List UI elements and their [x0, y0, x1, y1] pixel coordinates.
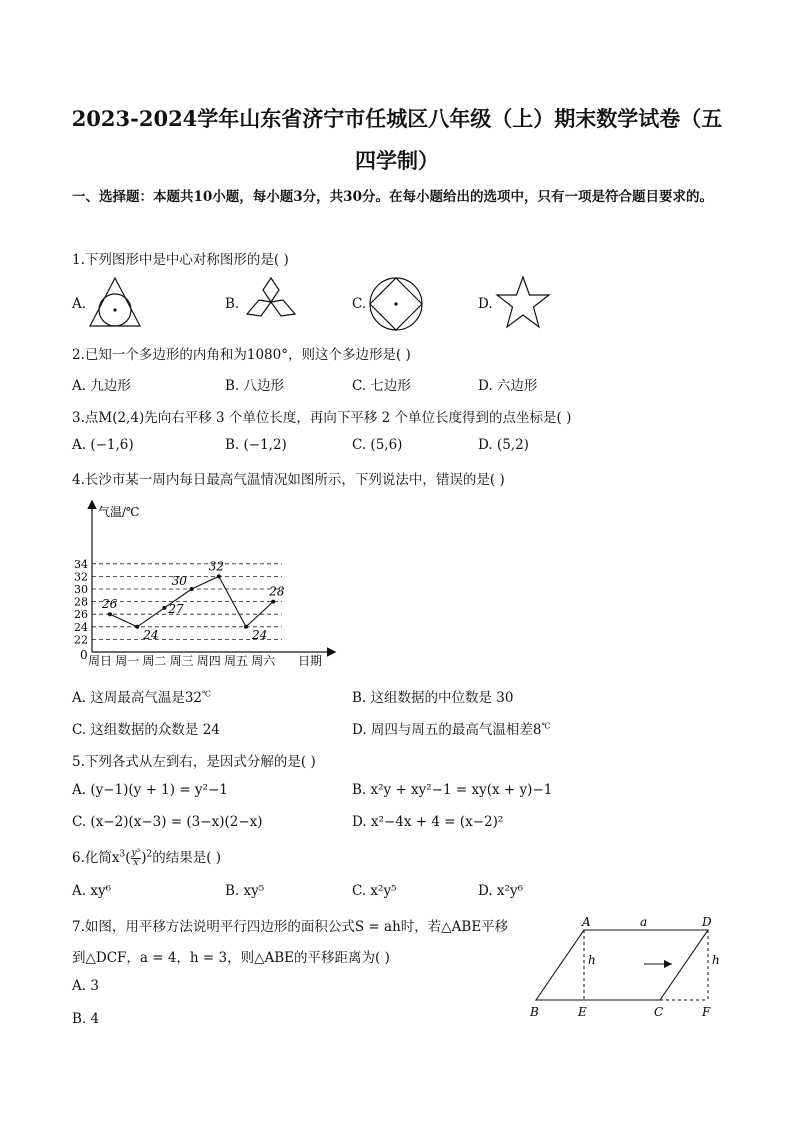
q4-option-d: D. 周四与周五的最高气温相差8℃ — [352, 721, 551, 738]
q3-option-d: D. (5,2) — [478, 437, 529, 453]
q7-line2: 到△DCF，a = 4，h = 3，则△ABE的平移距离为( ) — [72, 950, 390, 966]
data-label: 30 — [171, 574, 187, 588]
x-tick-labels — [88, 654, 276, 668]
label-C: C — [654, 1005, 664, 1019]
y-tick-label: 28 — [74, 595, 88, 609]
label-F: F — [702, 1005, 711, 1019]
label-h-left: h — [588, 953, 596, 967]
square-in-circle-icon — [368, 276, 424, 332]
q2-option-a: A. 九边形 — [72, 378, 131, 394]
five-point-star-icon — [494, 274, 552, 332]
triangle-in-circle-icon — [88, 276, 142, 330]
data-point — [162, 606, 166, 610]
celsius-unit: ℃ — [541, 721, 551, 731]
q5-stem: 5.下列各式从左到右，是因式分解的是( ) — [72, 754, 316, 770]
q5-option-d: D. x²−4x + 4 = (x−2)² — [352, 814, 504, 830]
data-point — [108, 612, 112, 616]
exam-title-line1: 2023-2024学年山东省济宁市任城区八年级（上）期末数学试卷（五 — [71, 106, 723, 131]
q1-label-b: B. — [225, 296, 240, 312]
q6-stem: 6.化简$x^3$( $\frac{\text{y³}}{x}$ )$^2$的结果是( ) — [72, 848, 222, 868]
three-rhombus-icon — [243, 276, 299, 330]
label-B: B — [530, 1005, 539, 1019]
q2-option-c: C. 七边形 — [352, 378, 411, 394]
y-axis-label: 气温/℃ — [98, 505, 140, 519]
label-A: A — [582, 915, 591, 929]
parallelogram-figure — [526, 912, 732, 1024]
q4-stem: 4.长沙市某一周内每日最高气温情况如图所示，下列说法中，错误的是( ) — [72, 472, 505, 488]
q1-label-c: C. — [352, 296, 367, 312]
q7-option-b: B. 4 — [72, 1011, 100, 1027]
data-labels — [101, 559, 285, 641]
x-tick-label: 周一 — [115, 654, 140, 668]
data-label: 24 — [143, 627, 159, 642]
q5-option-b: B. x²y + xy²−1 = xy(x + y)−1 — [352, 782, 553, 798]
y-tick-label: 34 — [74, 557, 88, 571]
celsius-unit: ℃ — [202, 689, 211, 699]
x-tick-label: 周四 — [196, 654, 221, 668]
label-h-right: h — [712, 953, 720, 967]
y-tick-label: 26 — [74, 608, 88, 622]
x-tick-label: 周六 — [251, 654, 276, 668]
q4-option-c: C. 这组数据的众数是 24 — [72, 722, 220, 738]
y-tick-labels — [74, 558, 88, 647]
q3-option-c: C. (5,6) — [352, 437, 403, 453]
q6-option-d: D. x²y⁶ — [478, 883, 523, 899]
q3-option-b: B. (−1,2) — [225, 437, 287, 453]
data-label: 24 — [252, 627, 268, 642]
data-point — [135, 625, 139, 629]
y-tick-label: 22 — [74, 633, 88, 647]
x-tick-label: 周日 — [87, 654, 113, 668]
q1-label-a: A. — [72, 296, 87, 312]
q6-option-a: A. xy⁶ — [72, 883, 111, 899]
q5-option-c: C. (x−2)(x−3) = (3−x)(2−x) — [72, 814, 263, 830]
q2-option-d: D. 六边形 — [478, 378, 538, 394]
q1-stem: 1.下列图形中是中心对称图形的是( ) — [72, 252, 289, 268]
q4-option-a: A. 这周最高气温是32℃ — [72, 689, 211, 706]
label-a: a — [640, 915, 648, 929]
exam-title-line2: 四学制） — [355, 148, 439, 173]
temperature-line-chart — [72, 496, 342, 671]
data-point — [190, 587, 194, 591]
q2-stem: 2.已知一个多边形的内角和为1080°，则这个多边形是( ) — [72, 347, 411, 363]
q6-option-c: C. x²y⁵ — [352, 883, 397, 899]
x-tick-label: 周三 — [169, 654, 194, 668]
q6-option-b: B. xy⁵ — [225, 883, 265, 899]
q4-option-b: B. 这组数据的中位数是 30 — [352, 690, 514, 706]
origin-label: 0 — [80, 648, 88, 662]
y-tick-label: 32 — [74, 570, 88, 584]
x-axis-label: 日期 — [298, 654, 323, 668]
x-tick-label: 周二 — [142, 654, 167, 668]
data-label: 32 — [208, 559, 225, 574]
data-point — [244, 625, 248, 629]
q7-line1: 7.如图，用平移方法说明平行四边形的面积公式S = ah时，若△ABE平移 — [72, 919, 509, 935]
q6-fraction: $\frac{\text{y³}}{x}$ — [131, 848, 141, 868]
q7-option-a: A. 3 — [72, 978, 99, 994]
q3-stem: 3.点M(2,4)先向右平移 3 个单位长度，再向下平移 2 个单位长度得到的点坐标是( ) — [72, 410, 572, 426]
label-D: D — [702, 915, 712, 929]
y-tick-label: 30 — [74, 583, 88, 596]
data-label: 26 — [102, 597, 118, 612]
section-heading: 一、选择题：本题共10小题，每小题3分，共30分。在每小题给出的选项中，只有一项是符合题目要求的。 — [72, 189, 713, 205]
data-point — [271, 600, 275, 604]
label-E: E — [578, 1005, 587, 1019]
data-point — [217, 574, 221, 578]
q2-option-b: B. 八边形 — [225, 378, 285, 394]
q1-label-d: D. — [478, 296, 493, 312]
x-tick-label: 周五 — [223, 654, 249, 668]
y-tick-label: 24 — [74, 620, 88, 634]
data-label: 27 — [168, 601, 184, 616]
data-label: 28 — [269, 584, 285, 599]
q5-option-a: A. (y−1)(y + 1) = y²−1 — [72, 782, 228, 798]
q3-option-a: A. (−1,6) — [72, 437, 134, 453]
